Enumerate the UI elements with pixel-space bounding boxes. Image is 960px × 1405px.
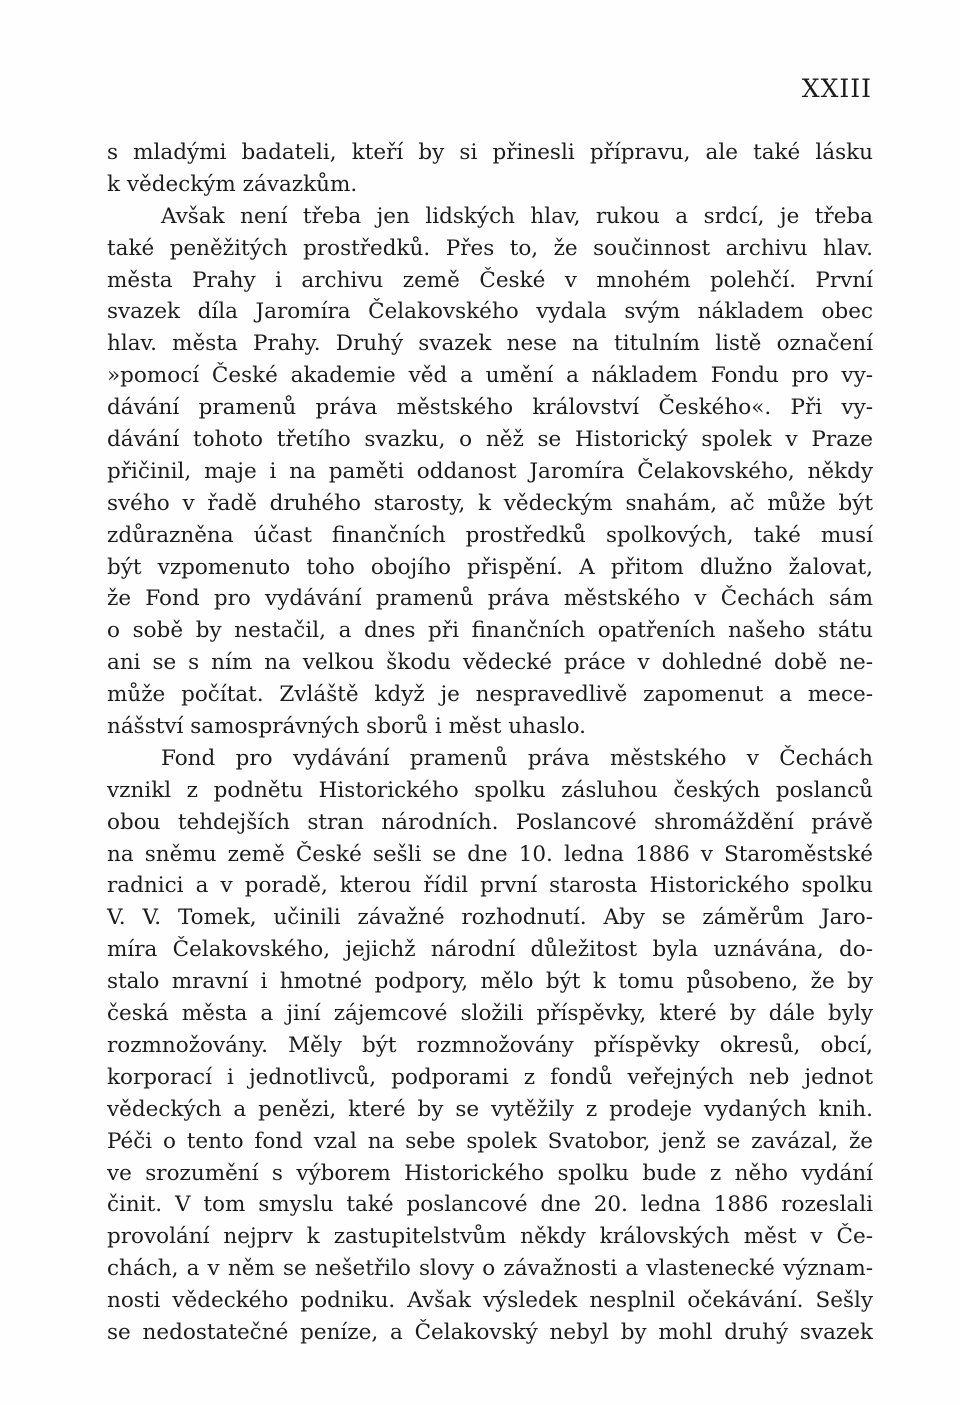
text-line: být vzpomenuto toho obojího přispění. A přitom dlužno žalovat,: [107, 554, 873, 580]
text-line: také peněžitých prostředků. Přes to, že součinnost archivu hlav.: [107, 235, 873, 261]
text-line: může počítat. Zvláště když je nespravedlivě zapomenut a mece-: [107, 682, 873, 708]
text-line: dávání pramenů práva městského království Českého«. Při vy-: [107, 395, 873, 421]
text-line: provolání nejprv k zastupitelstvům někdy královských měst v Če-: [107, 1224, 873, 1250]
text-line: »pomocí České akademie věd a umění a nákladem Fondu pro vy-: [107, 363, 873, 389]
text-line: se nedostatečné peníze, a Čelakovský nebyl by mohl druhý svazek: [107, 1319, 873, 1345]
text-line: chách, a v něm se nešetřilo slovy o závažnosti a vlastenecké význam-: [107, 1256, 873, 1282]
body-text: [107, 137, 873, 1349]
page-number: XXIII: [801, 74, 872, 103]
text-line: obou tehdejších stran národních. Poslancové shromáždění právě: [107, 809, 873, 835]
text-line: že Fond pro vydávání pramenů práva městského v Čechách sám: [107, 586, 873, 612]
text-line: hlav. města Prahy. Druhý svazek nese na titulním listě označení: [107, 331, 873, 357]
text-line: svého v řadě druhého starosty, k vědeckým snahám, ač může být: [107, 490, 873, 516]
text-line: činit. V tom smyslu také poslancové dne 20. ledna 1886 rozeslali: [107, 1192, 873, 1218]
text-line: V. V. Tomek, učinili závažné rozhodnutí. Aby se záměrům Jaro-: [107, 905, 873, 931]
text-line: vědeckých a penězi, které by se vytěžily z prodeje vydaných knih.: [107, 1096, 873, 1122]
text-line: česká města a jiní zájemcové složili příspěvky, které by dále byly: [107, 1001, 873, 1027]
text-line: Fond pro vydávání pramenů práva městského v Čechách: [161, 745, 873, 771]
text-line: k vědeckým závazkům.: [107, 171, 358, 197]
text-line: Péči o tento fond vzal na sebe spolek Svatobor, jenž se zavázal, že: [107, 1128, 873, 1154]
text-line: ani se s ním na velkou škodu vědecké práce v dohledné době ne-: [107, 650, 873, 676]
text-line: vznikl z podnětu Historického spolku zásluhou českých poslanců: [107, 777, 873, 803]
text-line: nášství samosprávných sborů i měst uhaslo.: [107, 714, 587, 740]
text-line: zdůrazněna účast finančních prostředků spolkových, také musí: [107, 522, 873, 548]
text-line: nosti vědeckého podniku. Avšak výsledek nesplnil očekávání. Sešly: [107, 1288, 873, 1314]
text-line: města Prahy i archivu země České v mnohém polehčí. První: [107, 267, 873, 293]
text-line: o sobě by nestačil, a dnes při finančních opatřeních našeho státu: [107, 618, 873, 644]
text-line: na sněmu země České sešli se dne 10. ledna 1886 v Staroměstské: [107, 841, 873, 867]
text-line: stalo mravní i hmotné podpory, mělo být k tomu působeno, že by: [107, 969, 873, 995]
text-line: ve srozumění s výborem Historického spolku bude z něho vydání: [107, 1160, 873, 1186]
text-line: míra Čelakovského, jejichž národní důležitost byla uznávána, do-: [107, 937, 873, 963]
text-line: rozmnožovány. Měly být rozmnožovány příspěvky okresů, obcí,: [107, 1032, 873, 1058]
text-line: Avšak není třeba jen lidských hlav, rukou a srdcí, je třeba: [161, 203, 873, 229]
text-line: s mladými badateli, kteří by si přinesli přípravu, ale také lásku: [107, 140, 873, 165]
text-line: dávání tohoto třetího svazku, o něž se Historický spolek v Praze: [107, 427, 873, 453]
text-line: přičinil, maje i na paměti oddanost Jaromíra Čelakovského, někdy: [107, 458, 873, 484]
text-line: radnici a v poradě, kterou řídil první starosta Historického spolku: [107, 873, 873, 899]
text-line: svazek díla Jaromíra Čelakovského vydala svým nákladem obec: [107, 299, 873, 325]
text-line: korporací i jednotlivců, podporami z fondů veřejných neb jednot: [107, 1064, 873, 1090]
